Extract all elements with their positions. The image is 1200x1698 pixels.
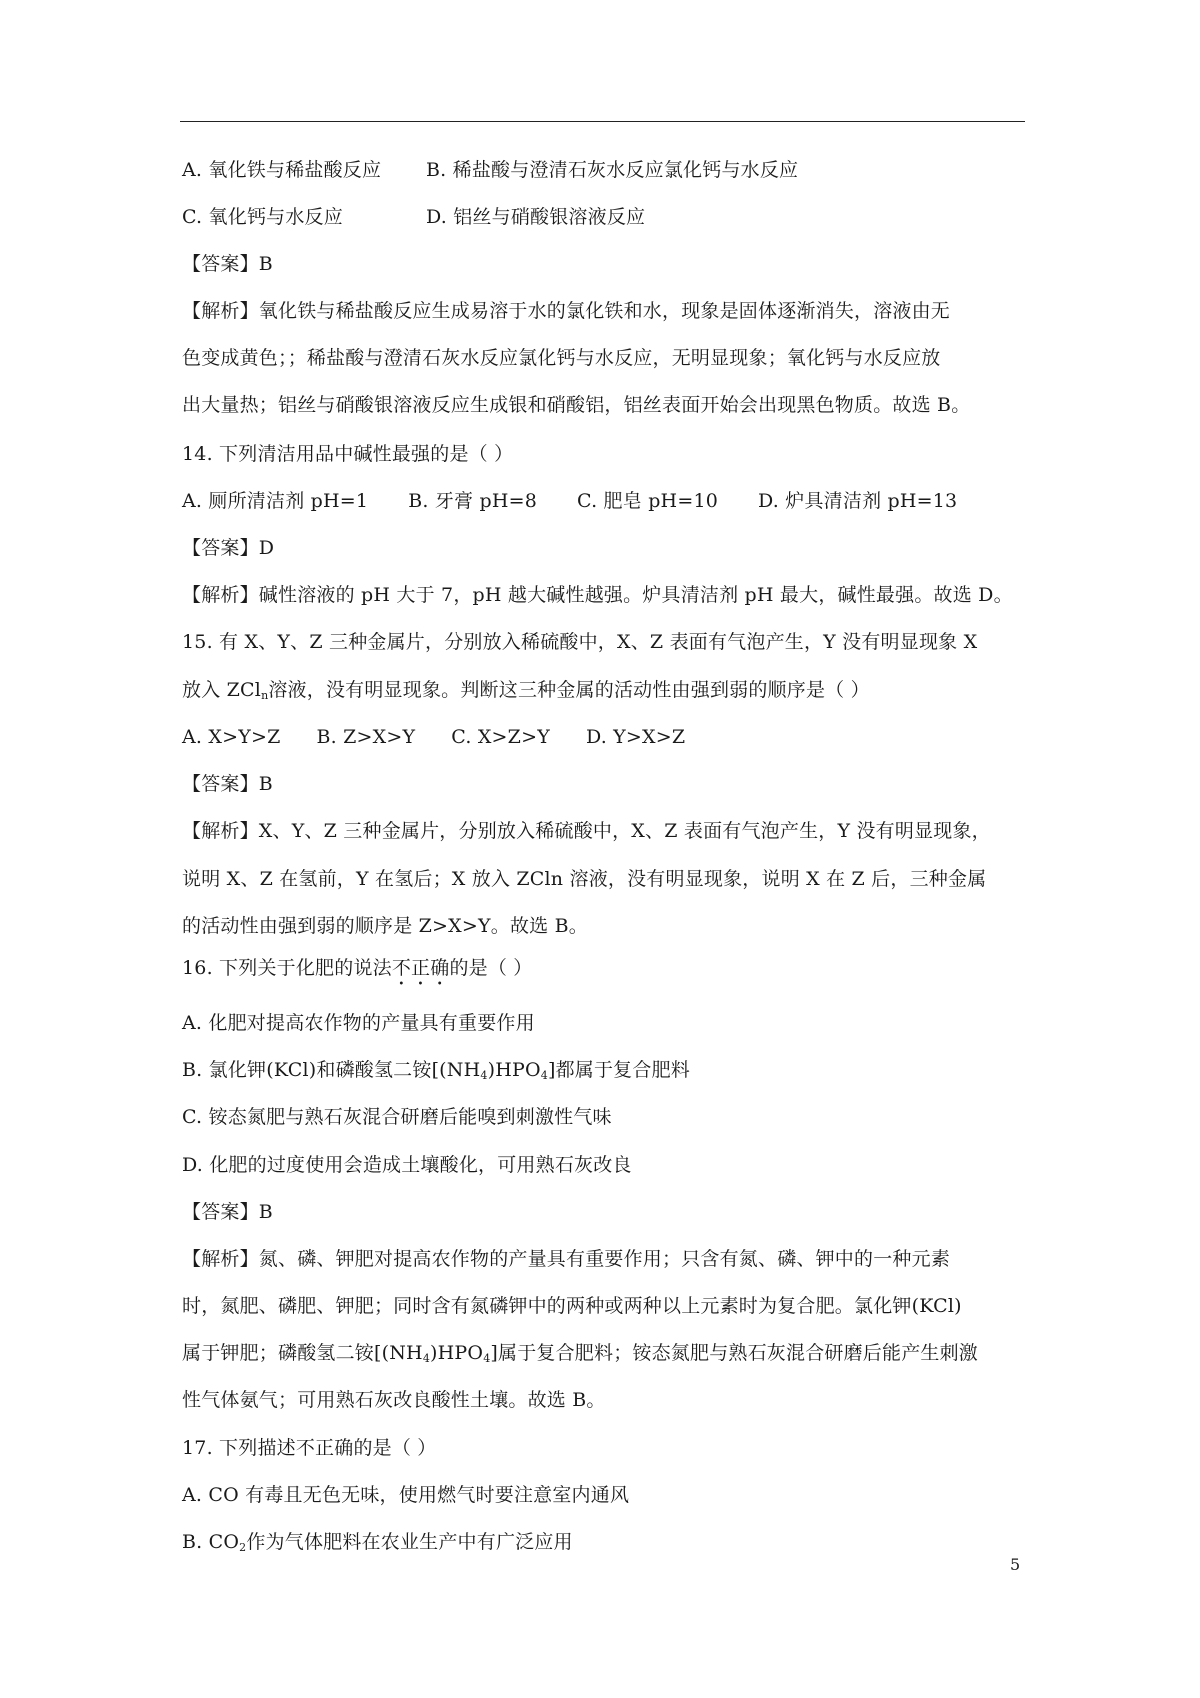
q13-option-b: B. 稀盐酸与澄清石灰水反应氯化钙与水反应 [426,159,799,181]
q17-option-b [182,1529,1042,1555]
q16-option-c: C. 铵态氮肥与熟石灰混合研磨后能嗅到刺激性气味 [182,1106,612,1128]
q16-option-a: A. 化肥对提高农作物的产量具有重要作用 [182,1012,535,1034]
q15-stem-text: 放入 ZCl [182,679,262,701]
q16-analysis-line [182,1340,1042,1366]
q13-option-d: D. 铝丝与硝酸银溶液反应 [426,206,646,228]
q15-subscript: n [261,689,269,702]
q16-analysis-line: 性气体氨气；可用熟石灰改良酸性土壤。故选 B。 [182,1389,606,1411]
q17-option-b-text: 作为气体肥料在农业生产中有广泛应用 [246,1531,573,1553]
q15-analysis-line: 的活动性由强到弱的顺序是 Z>X>Y。故选 B。 [182,915,588,937]
q15-stem-text: 溶液，没有明显现象。判断这三种金属的活动性由强到弱的顺序是（ ） [268,679,870,701]
q16-analysis-text: 属于钾肥；磷酸氢二铵[(NH [182,1342,423,1364]
q13-options-row2 [182,204,1042,230]
q15-stem-line2 [182,677,1042,703]
q15-stem-line1: 15. 有 X、Y、Z 三种金属片，分别放入稀硫酸中，X、Z 表面有气泡产生，Y 没有明显现象 X [182,631,978,653]
q13-option-c: C. 氧化钙与水反应 [182,206,343,228]
q16-analysis-line: 时，氮肥、磷肥、钾肥；同时含有氮磷钾中的两种或两种以上元素时为复合肥。氯化钾(KCl) [182,1295,962,1317]
q15-analysis-line: 【解析】X、Y、Z 三种金属片，分别放入稀硫酸中，X、Z 表面有气泡产生，Y 没有明显现象， [182,820,991,842]
q14-options [182,488,1042,514]
q16-stem-text: 16. 下列关于化肥的说法 [182,957,392,979]
q15-answer: 【答案】B [182,773,273,795]
q16-option-b [182,1057,1042,1083]
q15-option-a: A. X>Y>Z [182,726,281,748]
q16-subscript: 4 [422,1352,431,1365]
q13-option-a: A. 氧化铁与稀盐酸反应 [182,159,382,181]
q14-answer: 【答案】D [182,537,275,559]
q14-analysis: 【解析】碱性溶液的 pH 大于 7，pH 越大碱性越强。炉具清洁剂 pH 最大，碱性最强。故选 D。 [182,584,1013,606]
q13-options-row1 [182,157,1042,183]
q16-option-b-text: ]都属于复合肥料 [547,1059,690,1081]
q14-stem: 14. 下列清洁用品中碱性最强的是（ ） [182,443,514,465]
q14-option-c: C. 肥皂 pH=10 [577,490,719,512]
header-rule [180,121,1025,122]
page-number: 5 [1010,1555,1021,1574]
q16-subscript: 4 [480,1069,488,1082]
q17-subscript: 2 [239,1541,247,1554]
q14-option-d: D. 炉具清洁剂 pH=13 [758,490,958,512]
q15-option-d: D. Y>X>Z [585,726,686,748]
q13-answer: 【答案】B [182,253,273,275]
q16-analysis-text: ]属于复合肥料；铵态氮肥与熟石灰混合研磨后能产生刺激 [490,1342,979,1364]
q16-stem [182,955,1042,990]
q16-option-b-text: B. 氯化钾(KCl)和磷酸氢二铵[(NH [182,1059,481,1081]
q16-analysis-text: )HPO [430,1342,484,1364]
q17-option-b-text: B. CO [182,1531,240,1553]
q14-option-a: A. 厕所清洁剂 pH=1 [182,490,369,512]
q16-option-b-text: )HPO [487,1059,541,1081]
q17-stem: 17. 下列描述不正确的是（ ） [182,1437,437,1459]
q16-stem-text: 的是（ ） [449,957,533,979]
q14-option-b: B. 牙膏 pH=8 [408,490,538,512]
q15-options [182,724,1042,750]
q13-analysis-line: 色变成黄色；；稀盐酸与澄清石灰水反应氯化钙与水反应，无明显现象；氧化钙与水反应放 [182,347,941,369]
q13-analysis-line: 出大量热；铝丝与硝酸银溶液反应生成银和硝酸铝，铝丝表面开始会出现黑色物质。故选 B。 [182,394,971,416]
q16-subscript: 4 [540,1069,548,1082]
q15-analysis-line: 说明 X、Z 在氢前，Y 在氢后；X 放入 ZCln 溶液，没有明显现象，说明 X 在 Z 后，三种金属 [182,868,987,890]
q15-option-b: B. Z>X>Y [316,726,416,748]
q16-answer: 【答案】B [182,1201,273,1223]
q16-option-d: D. 化肥的过度使用会造成土壤酸化，可用熟石灰改良 [182,1154,632,1176]
q16-analysis-line: 【解析】氮、磷、钾肥对提高农作物的产量具有重要作用；只含有氮、磷、钾中的一种元素 [182,1248,951,1270]
q16-emphasis-text: 不正确 [391,957,450,979]
q16-subscript: 4 [483,1352,491,1365]
q17-option-a: A. CO 有毒且无色无味，使用燃气时要注意室内通风 [182,1484,630,1506]
q13-analysis-line: 【解析】氧化铁与稀盐酸反应生成易溶于水的氯化铁和水，现象是固体逐渐消失，溶液由无 [182,300,951,322]
q15-option-c: C. X>Z>Y [451,726,550,748]
